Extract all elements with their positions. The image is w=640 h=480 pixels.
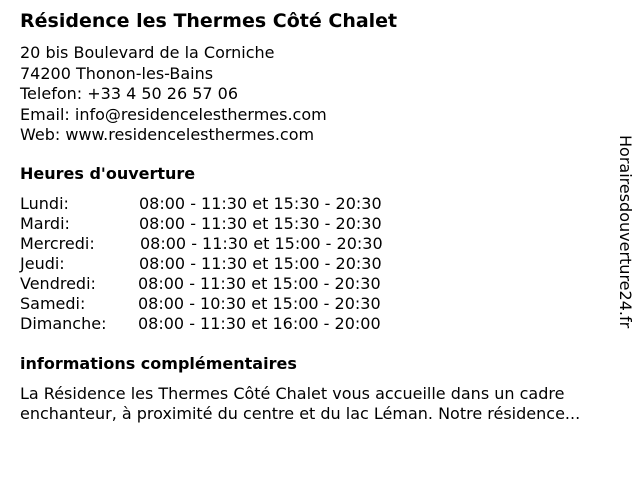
time-range: 08:00 - 11:30 et 15:00 - 20:30 [138,274,381,293]
day-label: Samedi: [20,294,86,313]
website-line[interactable]: Web: www.residencelesthermes.com [20,125,315,144]
time-range: 08:00 - 11:30 et 15:00 - 20:30 [140,234,383,253]
contact-block [20,43,327,146]
business-title: Résidence les Thermes Côté Chalet [20,10,398,32]
opening-hours-heading: Heures d'ouverture [20,164,196,183]
day-label: Dimanche: [20,314,107,333]
time-range: 08:00 - 11:30 et 15:30 - 20:30 [139,214,382,233]
email-line[interactable]: Email: info@residencelesthermes.com [20,104,327,124]
time-range: 08:00 - 11:30 et 15:00 - 20:30 [139,254,382,273]
day-label: Vendredi: [20,274,96,293]
watermark-text: Horairesdouverture24.fr [616,135,635,329]
info-line: La Résidence les Thermes Côté Chalet vous accueille dans un cadre [20,384,565,403]
address-city: 74200 Thonon-les-Bains [20,63,214,83]
address-street: 20 bis Boulevard de la Corniche [20,43,275,62]
day-label: Mercredi: [20,234,95,253]
phone-line[interactable]: Telefon: +33 4 50 26 57 06 [20,84,239,103]
time-range: 08:00 - 10:30 et 15:00 - 20:30 [138,294,381,313]
site-watermark [613,135,637,370]
day-label: Mardi: [20,214,70,233]
additional-info-heading: informations complémentaires [20,354,297,373]
day-label: Lundi: [20,194,69,213]
info-line: enchanteur, à proximité du centre et du lac Léman. Notre résidence... [20,404,581,423]
time-range: 08:00 - 11:30 et 16:00 - 20:00 [138,314,381,333]
time-range: 08:00 - 11:30 et 15:30 - 20:30 [139,194,382,213]
additional-info-text [20,384,632,424]
day-label: Jeudi: [20,254,65,273]
